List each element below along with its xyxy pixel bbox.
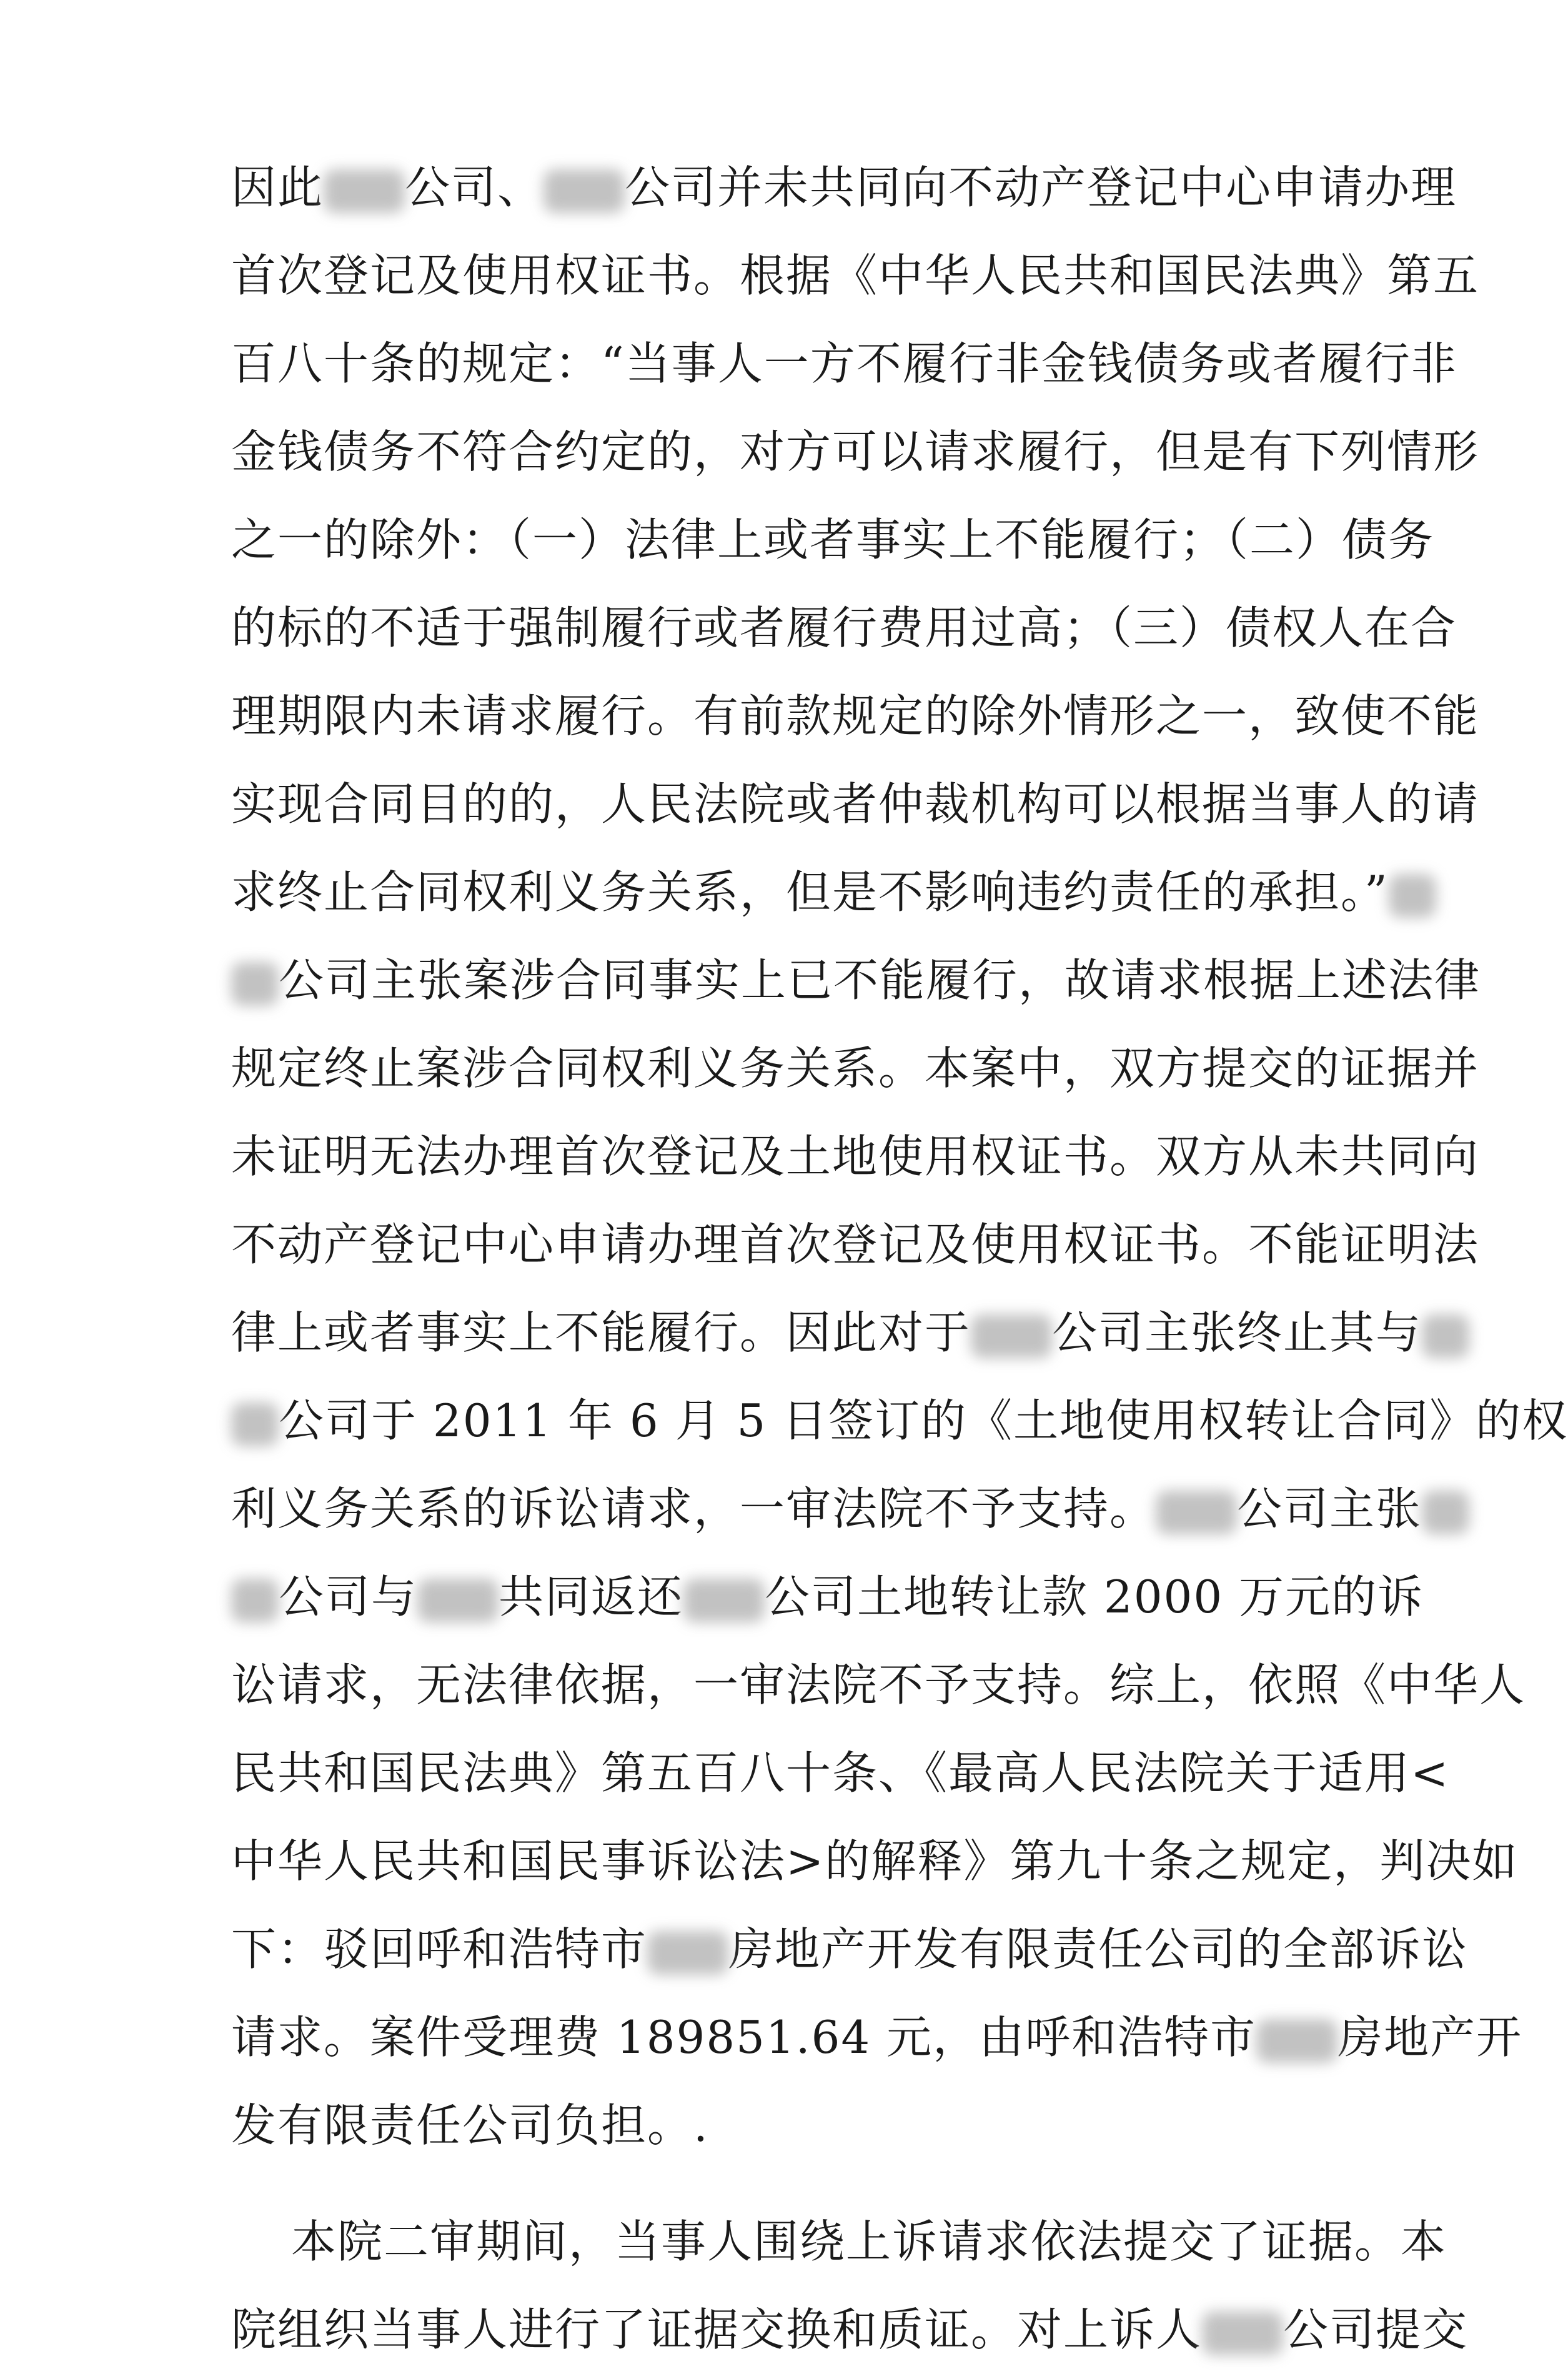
- text-segment: 不动产登记中心申请办理首次登记及使用权证书。不能证明法: [231, 1218, 1480, 1271]
- text-line: [231, 408, 1480, 496]
- text-segment: 因此: [231, 161, 324, 214]
- text-segment: 百八十条的规定：“当事人一方不履行非金钱债务或者履行非: [231, 337, 1457, 390]
- redacted-name: [231, 962, 279, 1006]
- text-line: [231, 496, 1435, 584]
- text-segment: 下：驳回呼和浩特市: [231, 1923, 648, 1975]
- redacted-name: [324, 169, 405, 213]
- text-segment: 公司于 2011 年 6 月 5 日签订的《土地使用权转让合同》的权: [279, 1394, 1568, 1447]
- text-segment: 公司土地转让款 2000 万元的诉: [765, 1571, 1424, 1623]
- text-line: [231, 2286, 1469, 2374]
- text-line: [231, 1553, 1424, 1641]
- text-segment: 公司主张终止其与: [1052, 1306, 1422, 1359]
- paragraph-gap: [231, 2170, 1374, 2198]
- text-segment: 房地产开: [1337, 2011, 1523, 2064]
- text-segment: 请求。案件受理费 189851.64 元，由呼和浩特市: [231, 2011, 1257, 2064]
- text-segment: 公司与: [279, 1571, 418, 1623]
- redacted-name: [683, 1579, 765, 1622]
- redacted-name: [417, 1579, 499, 1622]
- text-segment: 中华人民共和国民事诉讼法>的解释》第九十条之规定，判决如: [231, 1835, 1519, 1887]
- text-segment: 金钱债务不符合约定的，对方可以请求履行，但是有下列情形: [231, 425, 1480, 478]
- text-segment: 公司、: [405, 161, 544, 214]
- text-line: [231, 760, 1480, 848]
- text-segment: 本院二审期间，当事人围绕上诉请求依法提交了证据。本: [291, 2215, 1447, 2268]
- text-segment: 公司主张: [1237, 1483, 1422, 1535]
- text-line: [231, 1817, 1519, 1905]
- redacted-name: [1202, 2312, 1283, 2355]
- text-line: [231, 232, 1480, 320]
- text-line: [231, 2198, 1447, 2286]
- text-segment: 之一的除外：（一）法律上或者事实上不能履行；（二）债务: [231, 514, 1435, 566]
- text-segment: 律上或者事实上不能履行。因此对于: [231, 1306, 971, 1359]
- text-segment: 的标的不适于强制履行或者履行费用过高；（三）债权人在合: [231, 602, 1457, 654]
- text-line: [231, 1905, 1469, 1994]
- text-segment: 利义务关系的诉讼请求，一审法院不予支持。: [231, 1483, 1156, 1535]
- text-line: [231, 584, 1457, 672]
- redacted-name: [971, 1314, 1052, 1358]
- text-segment: 未证明无法办理首次登记及土地使用权证书。双方从未共同向: [231, 1130, 1480, 1183]
- text-segment: 房地产开发有限责任公司的全部诉讼: [728, 1923, 1469, 1975]
- redacted-name: [1422, 1491, 1469, 1534]
- redacted-name: [231, 1579, 279, 1622]
- redacted-name: [1389, 874, 1436, 918]
- redacted-name: [231, 1403, 279, 1446]
- text-segment: 公司主张案涉合同事实上已不能履行，故请求根据上述法律: [279, 954, 1481, 1006]
- text-line: [231, 144, 1457, 232]
- text-segment: 求终止合同权利义务关系，但是不影响违约责任的承担。”: [231, 866, 1389, 918]
- text-line: [231, 1641, 1526, 1729]
- text-line: [231, 320, 1457, 408]
- redacted-name: [543, 169, 625, 213]
- text-line: [231, 1465, 1422, 1553]
- redacted-name: [1422, 1314, 1469, 1358]
- text-line: [231, 1025, 1480, 1113]
- text-segment: 公司并未共同向不动产登记中心申请办理: [625, 161, 1457, 214]
- text-segment: 共同返还: [499, 1571, 684, 1623]
- text-line: [231, 1377, 1568, 1465]
- text-segment: 院组织当事人进行了证据交换和质证。对上诉人: [231, 2303, 1203, 2356]
- text-segment: 民共和国民法典》第五百八十条、《最高人民法院关于适用<: [231, 1747, 1450, 1799]
- redacted-name: [1256, 2019, 1337, 2063]
- text-segment: 发有限责任公司负担。.: [231, 2099, 709, 2152]
- text-line: [231, 936, 1481, 1025]
- text-line: [231, 1113, 1480, 1201]
- text-line: [231, 672, 1480, 760]
- text-line: [231, 1289, 1422, 1377]
- text-line: [231, 2082, 1374, 2170]
- text-line: [231, 848, 1389, 936]
- text-line: [231, 1994, 1523, 2082]
- text-segment: 规定终止案涉合同权利义务关系。本案中，双方提交的证据并: [231, 1042, 1480, 1095]
- text-segment: 实现合同目的的，人民法院或者仲裁机构可以根据当事人的请: [231, 778, 1480, 830]
- text-segment: 理期限内未请求履行。有前款规定的除外情形之一，致使不能: [231, 690, 1480, 742]
- judgment-text: [231, 144, 1568, 2374]
- text-segment: 公司提交: [1283, 2303, 1469, 2356]
- text-line: [231, 1729, 1450, 1817]
- redacted-name: [647, 1931, 728, 1975]
- text-segment: 讼请求，无法律依据，一审法院不予支持。综上，依照《中华人: [231, 1659, 1526, 1711]
- text-line: [231, 1201, 1480, 1289]
- redacted-name: [1156, 1491, 1237, 1534]
- text-segment: 首次登记及使用权证书。根据《中华人民共和国民法典》第五: [231, 249, 1480, 302]
